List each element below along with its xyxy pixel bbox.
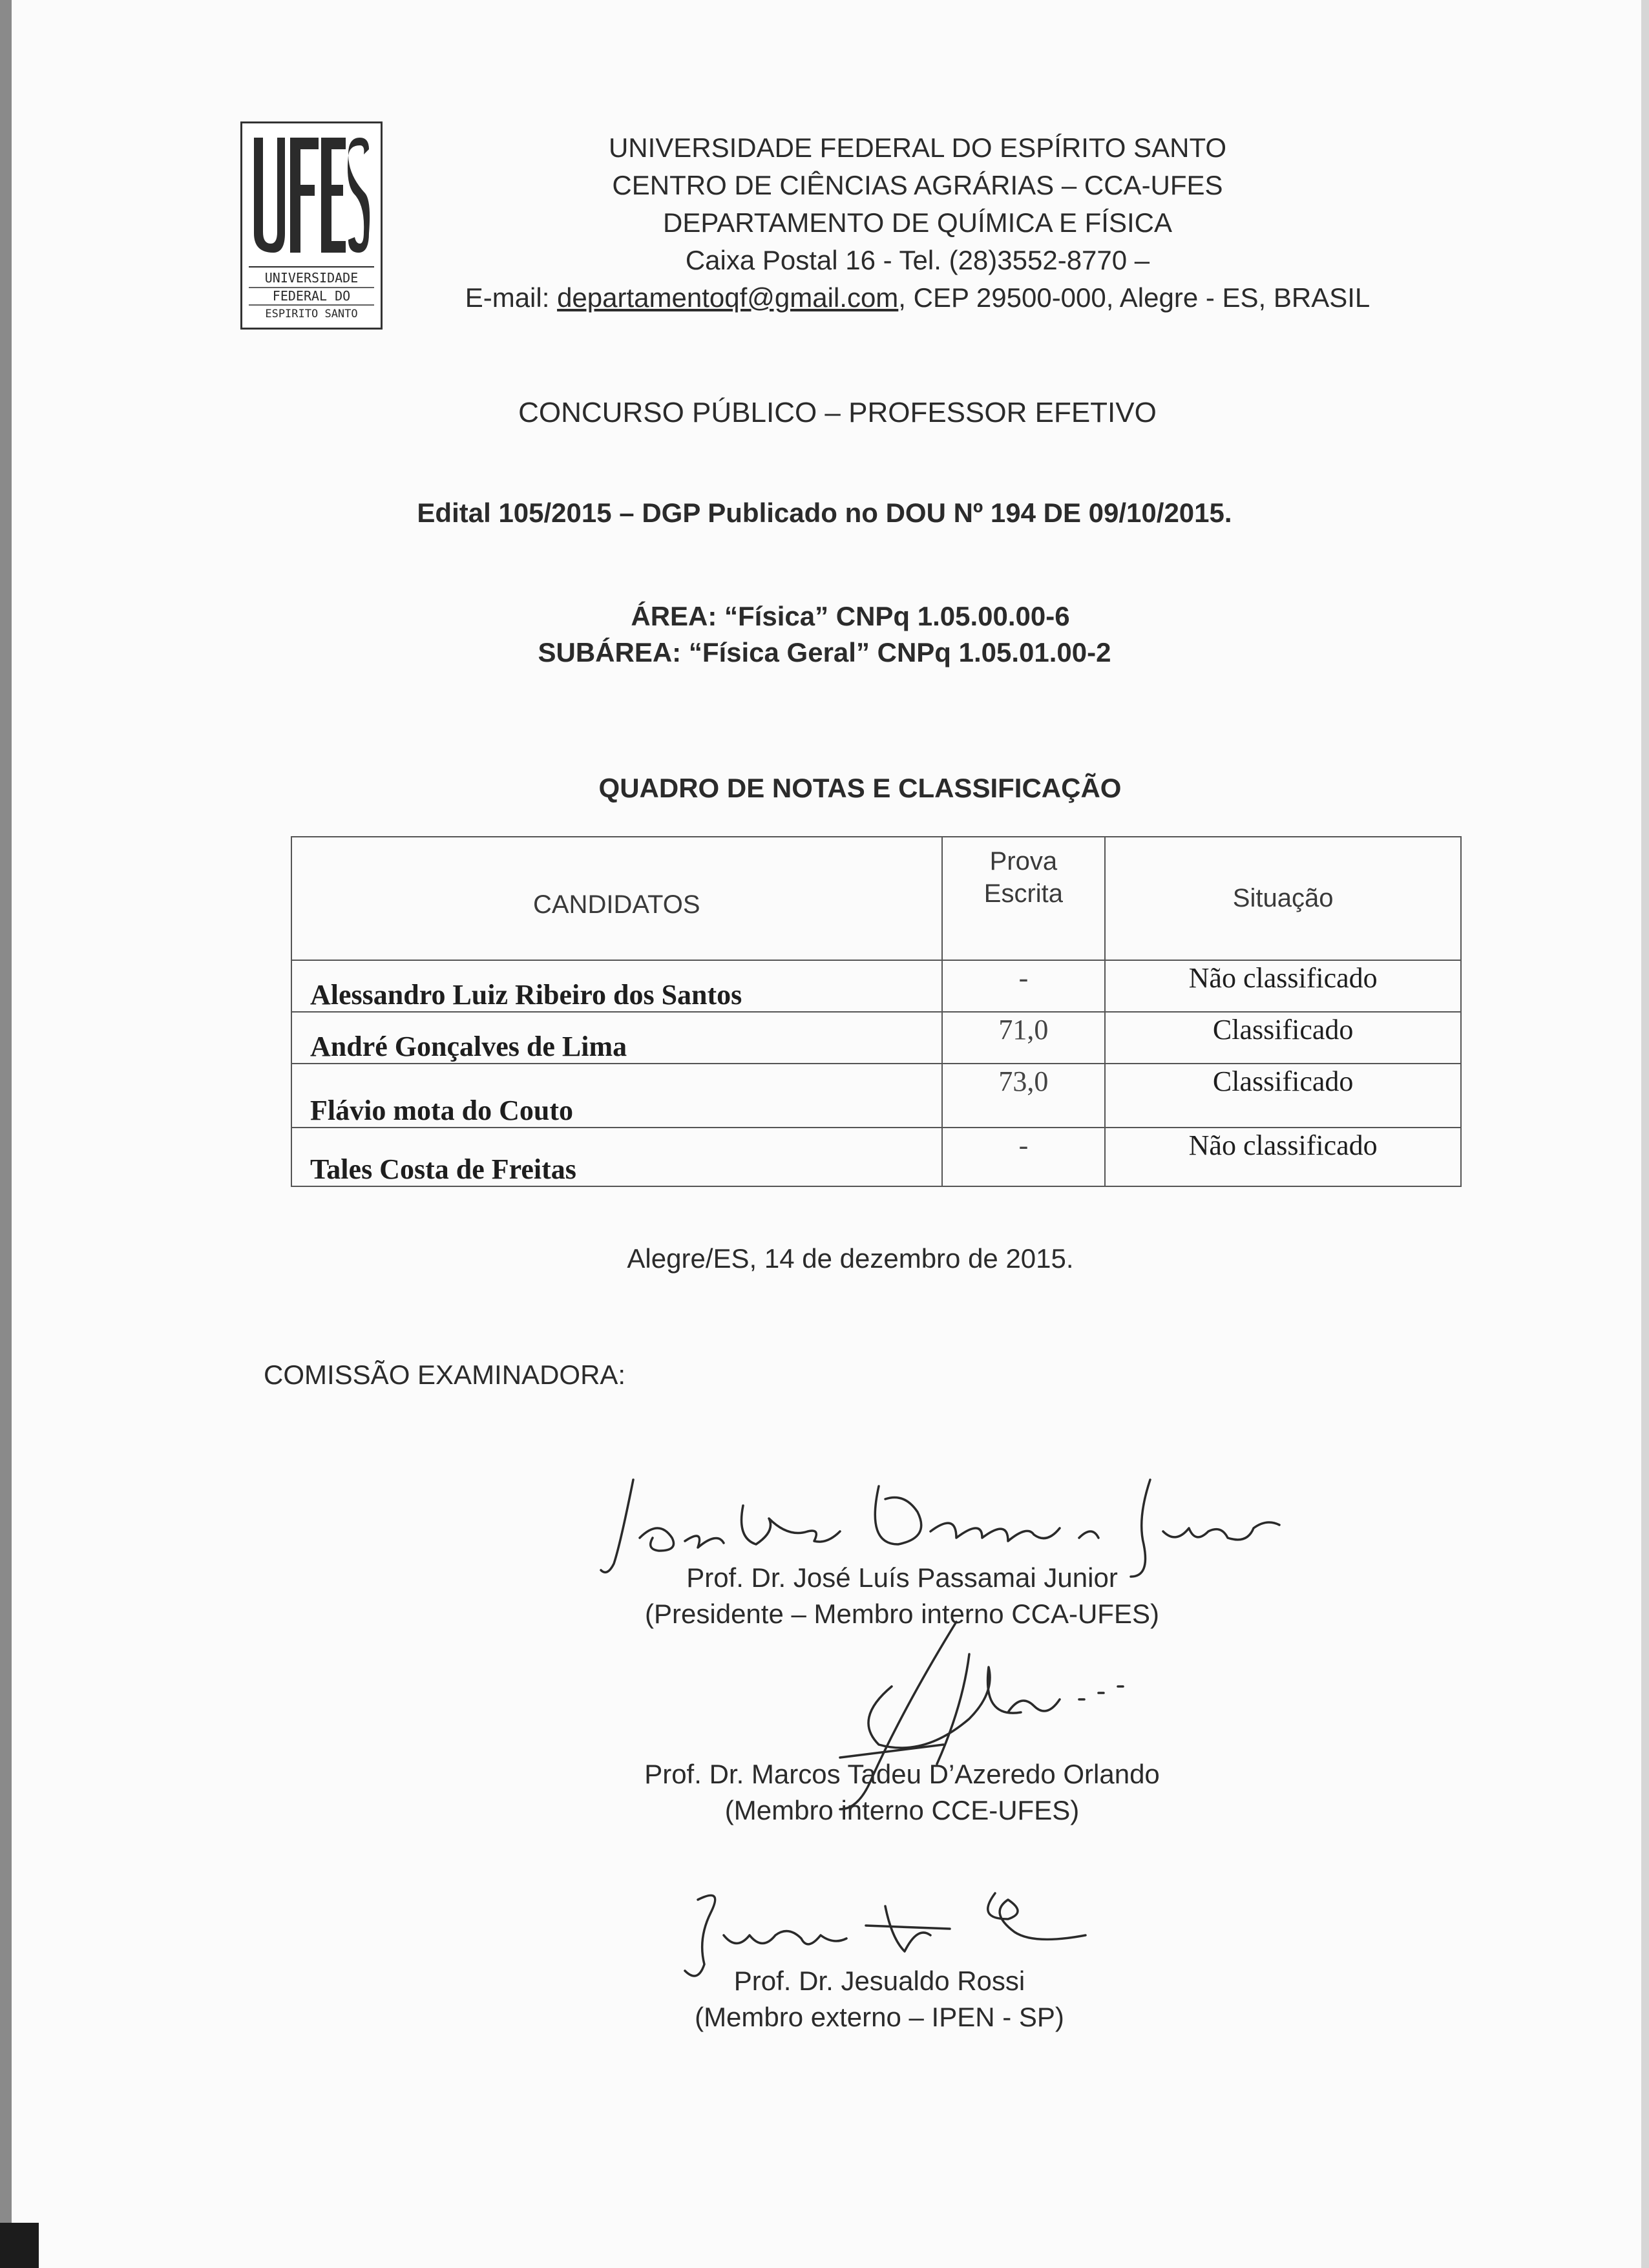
email-label: E-mail: — [465, 282, 558, 313]
svg-text:ESPIRITO SANTO: ESPIRITO SANTO — [265, 308, 358, 320]
table-row — [291, 1128, 1461, 1186]
signatory-3-role: (Membro externo – IPEN - SP) — [695, 2002, 1064, 2032]
header-escrita: Escrita — [983, 879, 1064, 908]
candidate-score: - — [942, 1128, 1106, 1186]
institution-header — [388, 129, 1447, 317]
candidate-score: 73,0 — [942, 1064, 1106, 1128]
scan-edge-left — [0, 0, 12, 2268]
candidate-score: 71,0 — [942, 1012, 1106, 1064]
signatory-1-name: Prof. Dr. José Luís Passamai Junior — [686, 1562, 1118, 1593]
table-header-row — [291, 837, 1461, 960]
table-row — [291, 960, 1461, 1012]
commission-label: COMISSÃO EXAMINADORA: — [264, 1360, 626, 1390]
email-line — [388, 279, 1447, 317]
candidate-score: - — [942, 960, 1106, 1012]
signatory-2 — [0, 1756, 1649, 1829]
address: , CEP 29500-000, Alegre - ES, BRASIL — [898, 282, 1371, 313]
candidate-status: Não classificado — [1105, 960, 1461, 1012]
candidate-status: Classificado — [1105, 1064, 1461, 1128]
svg-text:FEDERAL DO: FEDERAL DO — [272, 288, 351, 304]
candidate-status: Classificado — [1105, 1012, 1461, 1064]
email-link[interactable]: departamentoqf@gmail.com — [557, 282, 899, 313]
candidate-name: Alessandro Luiz Ribeiro dos Santos — [291, 960, 942, 1012]
svg-text:UNIVERSIDADE: UNIVERSIDADE — [264, 270, 359, 286]
header-prova: Prova — [989, 847, 1058, 876]
table-row — [291, 1012, 1461, 1064]
signatory-2-role: (Membro interno CCE-UFES) — [724, 1795, 1080, 1825]
candidate-name: Flávio mota do Couto — [291, 1064, 942, 1128]
ufes-logo — [240, 121, 383, 330]
edital-line: Edital 105/2015 – DGP Publicado no DOU Nº 194 DE 09/10/2015. — [417, 498, 1232, 528]
header-candidatos: CANDIDATOS — [291, 837, 942, 960]
candidate-name: Tales Costa de Freitas — [291, 1128, 942, 1186]
header-prova-escrita — [942, 837, 1106, 960]
subarea-line: SUBÁREA: “Física Geral” CNPq 1.05.01.00-2 — [538, 637, 1111, 667]
grades-table-title: QUADRO DE NOTAS E CLASSIFICAÇÃO — [598, 773, 1122, 803]
header-situacao: Situação — [1105, 837, 1461, 960]
department-name: DEPARTAMENTO DE QUÍMICA E FÍSICA — [662, 207, 1172, 238]
signatory-2-name: Prof. Dr. Marcos Tadeu D’Azeredo Orlando — [644, 1759, 1160, 1789]
grades-table — [291, 836, 1462, 1187]
date-line: Alegre/ES, 14 de dezembro de 2015. — [627, 1243, 1074, 1274]
area-line: ÁREA: “Física” CNPq 1.05.00.00-6 — [631, 601, 1070, 631]
concurso-title: CONCURSO PÚBLICO – PROFESSOR EFETIVO — [518, 397, 1157, 428]
scan-edge-right — [1641, 0, 1649, 2268]
table-row — [291, 1064, 1461, 1128]
contact-info: Caixa Postal 16 - Tel. (28)3552-8770 – — [685, 245, 1150, 275]
signatory-3-name: Prof. Dr. Jesualdo Rossi — [733, 1966, 1025, 1996]
signatory-1-role: (Presidente – Membro interno CCA-UFES) — [645, 1599, 1159, 1629]
candidate-name: André Gonçalves de Lima — [291, 1012, 942, 1064]
university-name: UNIVERSIDADE FEDERAL DO ESPÍRITO SANTO — [608, 132, 1227, 163]
signatory-3 — [0, 1963, 1649, 2035]
scan-edge-corner — [0, 2223, 39, 2268]
ufes-logo-mark — [242, 123, 381, 328]
candidate-status: Não classificado — [1105, 1128, 1461, 1186]
center-name: CENTRO DE CIÊNCIAS AGRÁRIAS – CCA-UFES — [612, 170, 1223, 200]
